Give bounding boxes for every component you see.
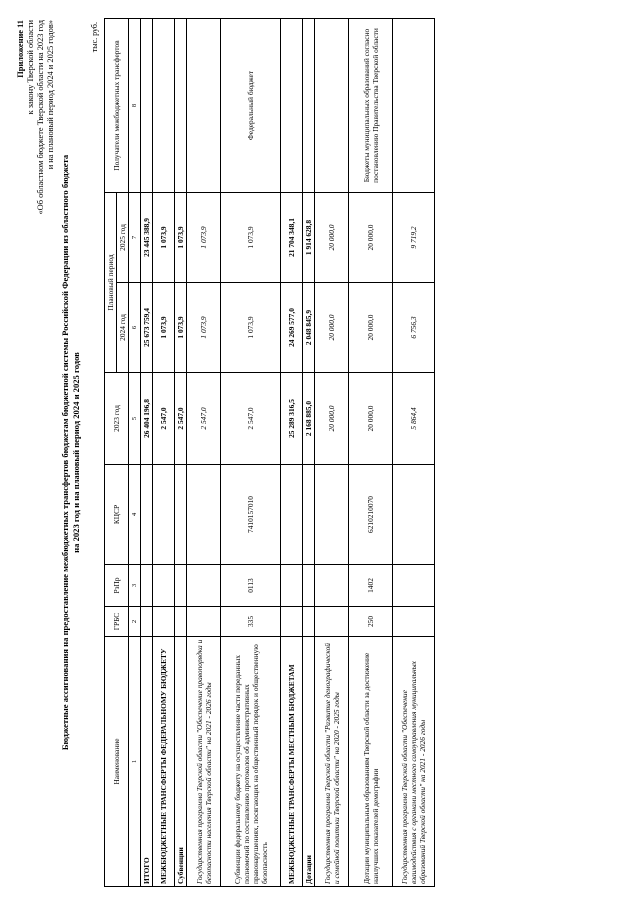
row-2024: 25 673 759,4 (141, 283, 153, 373)
row-recipient: Бюджеты муниципальных образований согласно постановлению Правительства Тверской области (349, 19, 393, 193)
row-rzpr (187, 565, 221, 607)
table-row (281, 19, 303, 887)
appendix-block (16, 20, 56, 215)
appendix-title: Приложение 11 (16, 20, 25, 78)
row-rzpr (141, 565, 153, 607)
row-2025: 23 445 388,9 (141, 193, 153, 283)
row-2025: 1 914 628,8 (303, 193, 315, 283)
header-grbs: ГРБС (105, 607, 129, 637)
row-2024: 20 000,0 (315, 283, 349, 373)
document-title (60, 60, 82, 845)
row-recipient (303, 19, 315, 193)
table-row (393, 19, 435, 887)
row-2025: 1 073,9 (221, 193, 281, 283)
header-2023: 2023 год (105, 373, 129, 465)
row-2025: 20 000,0 (349, 193, 393, 283)
row-kcsr: 6210210070 (349, 465, 393, 565)
column-index: 4 (129, 465, 141, 565)
header-recipient: Получатели межбюджетных трансфертов (105, 19, 129, 193)
row-2025: 1 073,9 (153, 193, 175, 283)
appendix-line: и на плановый период 2024 и 2025 годов» (46, 20, 55, 170)
row-name: Государственная программа Тверской области "Обеспечение взаимодействия с органами местного самоуправления муниципальных образований Тверской области" на 2021 - 2026 годы (393, 637, 435, 887)
table-row (141, 19, 153, 887)
row-2024: 1 073,9 (187, 283, 221, 373)
row-2023: 20 000,0 (349, 373, 393, 465)
row-recipient (315, 19, 349, 193)
row-2023: 2 547,0 (221, 373, 281, 465)
row-name: Субвенции федеральному бюджету на осуществление части переданных полномочий по составлению протоколов об административных правонарушениях, посягающих на общественный порядок и общественную безопасность (221, 637, 281, 887)
row-name: МЕЖБЮДЖЕТНЫЕ ТРАНСФЕРТЫ МЕСТНЫМ БЮДЖЕТАМ (281, 637, 303, 887)
table-row (315, 19, 349, 887)
header-rzpr: РзПр (105, 565, 129, 607)
row-2025: 20 000,0 (315, 193, 349, 283)
row-kcsr (281, 465, 303, 565)
row-2024: 20 000,0 (349, 283, 393, 373)
header-2025: 2025 год (117, 193, 129, 283)
row-2025: 1 073,9 (175, 193, 187, 283)
row-2023: 25 289 316,5 (281, 373, 303, 465)
row-kcsr (153, 465, 175, 565)
row-name: МЕЖБЮДЖЕТНЫЕ ТРАНСФЕРТЫ ФЕДЕРАЛЬНОМУ БЮДЖЕТУ (153, 637, 175, 887)
document-title-line: на 2023 год и на плановый период 2024 и 2025 годов (71, 352, 81, 553)
row-recipient (393, 19, 435, 193)
row-recipient (175, 19, 187, 193)
row-rzpr (303, 565, 315, 607)
row-2023: 20 000,0 (315, 373, 349, 465)
row-rzpr (393, 565, 435, 607)
column-index: 7 (129, 193, 141, 283)
row-2024: 1 073,9 (153, 283, 175, 373)
row-2023: 2 547,0 (153, 373, 175, 465)
row-grbs (281, 607, 303, 637)
budget-table (104, 18, 435, 887)
row-2025: 21 704 348,1 (281, 193, 303, 283)
header-name: Наименование (105, 637, 129, 887)
row-2024: 1 073,9 (221, 283, 281, 373)
row-2023: 5 864,4 (393, 373, 435, 465)
column-index: 8 (129, 19, 141, 193)
row-kcsr (315, 465, 349, 565)
header-kcsr: КЦСР (105, 465, 129, 565)
table-row (303, 19, 315, 887)
row-2024: 24 269 577,0 (281, 283, 303, 373)
row-kcsr (393, 465, 435, 565)
row-rzpr (315, 565, 349, 607)
column-index: 2 (129, 607, 141, 637)
row-kcsr (303, 465, 315, 565)
row-kcsr (187, 465, 221, 565)
header-2024: 2024 год (117, 283, 129, 373)
row-recipient (153, 19, 175, 193)
header-plan: Плановый период (105, 193, 117, 373)
row-recipient (187, 19, 221, 193)
row-grbs (315, 607, 349, 637)
row-2025: 9 719,2 (393, 193, 435, 283)
row-grbs: 335 (221, 607, 281, 637)
row-2024: 1 073,9 (175, 283, 187, 373)
table-row (153, 19, 175, 887)
row-rzpr (175, 565, 187, 607)
row-rzpr (281, 565, 303, 607)
column-index: 1 (129, 637, 141, 887)
row-recipient (141, 19, 153, 193)
row-kcsr (175, 465, 187, 565)
table-row (221, 19, 281, 887)
table-row (349, 19, 393, 887)
row-recipient: Федеральный бюджет (221, 19, 281, 193)
row-grbs (175, 607, 187, 637)
table-row (187, 19, 221, 887)
appendix-line: «Об областном бюджете Тверской области на 2023 год (36, 20, 45, 215)
row-2023: 26 404 196,8 (141, 373, 153, 465)
row-2023: 2 547,0 (175, 373, 187, 465)
row-rzpr: 0113 (221, 565, 281, 607)
table-row (175, 19, 187, 887)
column-index: 3 (129, 565, 141, 607)
row-grbs (153, 607, 175, 637)
row-grbs: 250 (349, 607, 393, 637)
row-rzpr: 1402 (349, 565, 393, 607)
row-2024: 2 048 845,9 (303, 283, 315, 373)
row-kcsr: 7410157010 (221, 465, 281, 565)
row-name: Дотации (303, 637, 315, 887)
row-2023: 2 168 885,0 (303, 373, 315, 465)
appendix-line: к закону Тверской области (26, 20, 35, 115)
column-index-row (129, 19, 141, 887)
document-title-line: Бюджетные ассигнования на предоставление межбюджетных трансфертов бюджетам бюджетной системы Российской Федерации из областного бюджета (60, 154, 70, 751)
row-name: Дотации муниципальным образованиям Тверской области за достижение наилучших показателей демографии (349, 637, 393, 887)
row-2023: 2 547,0 (187, 373, 221, 465)
row-2024: 6 756,3 (393, 283, 435, 373)
row-grbs (141, 607, 153, 637)
column-index: 5 (129, 373, 141, 465)
row-name: ИТОГО (141, 637, 153, 887)
row-name: Государственная программа Тверской области "Обеспечение правопорядка и безопасности населения Тверской области" на 2021 - 2026 годы (187, 637, 221, 887)
row-2025: 1 073,9 (187, 193, 221, 283)
column-index: 6 (129, 283, 141, 373)
row-name: Субвенции (175, 637, 187, 887)
row-grbs (187, 607, 221, 637)
row-kcsr (141, 465, 153, 565)
row-name: Государственная программа Тверской области "Развитие демографической и семейной политики Тверской области" на 2020 - 2025 годы (315, 637, 349, 887)
units-label: тыс. руб. (90, 22, 99, 53)
row-grbs (393, 607, 435, 637)
row-grbs (303, 607, 315, 637)
row-recipient (281, 19, 303, 193)
row-rzpr (153, 565, 175, 607)
